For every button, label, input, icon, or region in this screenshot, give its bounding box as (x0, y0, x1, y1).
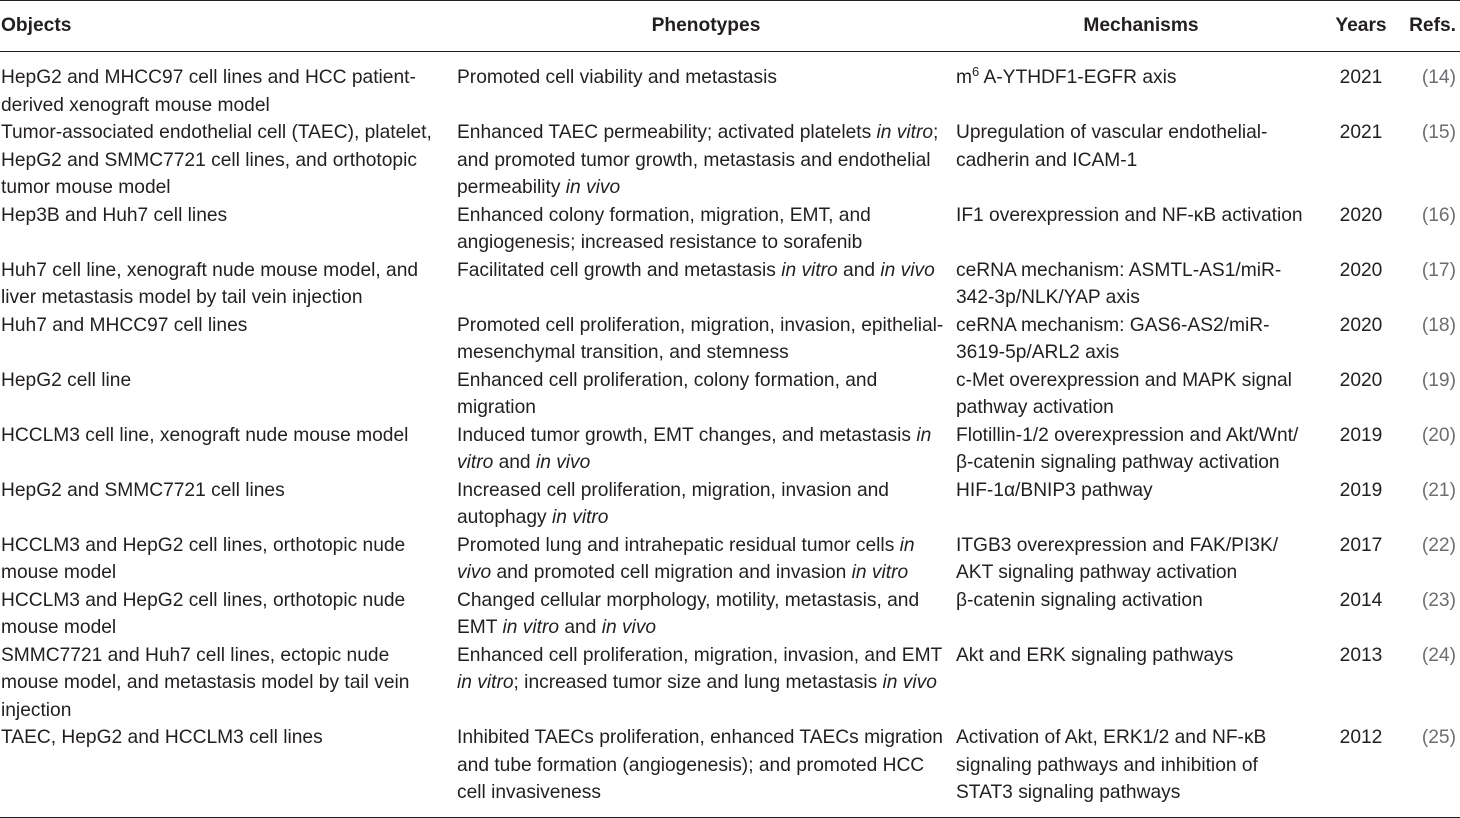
phenotypes-cell (456, 642, 956, 725)
header-row (0, 1, 1460, 52)
text-segment: and (837, 259, 881, 281)
text-segment: c-Met overexpression and MAPK signal pathway activation (956, 369, 1292, 418)
ref-cell: (25) (1396, 724, 1460, 817)
ref-cell: (17) (1421, 259, 1456, 281)
text-segment: and promoted cell migration and invasion (491, 562, 852, 583)
ref-cell: (23) (1421, 589, 1456, 611)
table-row (0, 724, 1460, 817)
table-row (0, 119, 1460, 202)
italic-text: in vitro (457, 424, 932, 473)
objects-cell: HepG2 cell line (1, 369, 132, 391)
phenotypes-cell (456, 422, 956, 477)
year-cell: 2014 (1339, 589, 1383, 611)
text-segment: m (956, 67, 972, 88)
table-row (0, 312, 1460, 367)
text-segment: Inhibited TAECs proliferation, enhanced TAECs migration and tube formation (angiogenesis); and promoted HCC cell invasiveness (457, 727, 943, 803)
ref-cell: (22) (1421, 534, 1456, 556)
year-cell: 2019 (1339, 424, 1383, 446)
table-row (0, 587, 1460, 642)
header-refs: Refs. (1396, 1, 1460, 52)
mechanisms-cell (956, 367, 1326, 422)
ref-cell: (24) (1421, 644, 1456, 666)
mechanisms-cell (956, 587, 1326, 642)
phenotypes-cell (456, 312, 956, 367)
phenotypes-cell (456, 367, 956, 422)
objects-cell: HepG2 and MHCC97 cell lines and HCC patient-derived xenograft mouse model (1, 67, 416, 116)
phenotypes-cell (456, 52, 956, 120)
objects-cell: HCCLM3 cell line, xenograft nude mouse model (1, 424, 409, 446)
text-segment: ITGB3 overexpression and FAK/PI3K/ AKT signaling pathway activation (956, 534, 1279, 583)
table-row (0, 202, 1460, 257)
italic-text: in vitro (851, 562, 909, 583)
mechanisms-cell (956, 202, 1326, 257)
italic-text: in vivo (565, 177, 621, 198)
italic-text: in vitro (457, 672, 514, 693)
text-segment: Increased cell proliferation, migration, invasion and autophagy (457, 479, 889, 528)
objects-cell: Huh7 and MHCC97 cell lines (1, 314, 248, 336)
objects-cell: Tumor-associated endothelial cell (TAEC), platelet, HepG2 and SMMC7721 cell lines, and orthotopic tumor mouse model (1, 122, 432, 198)
table-row (0, 257, 1460, 312)
table-row (0, 422, 1460, 477)
text-segment: A-YTHDF1-EGFR axis (979, 67, 1177, 88)
text-segment: ceRNA mechanism: GAS6-AS2/miR-3619-5p/ARL2 axis (956, 314, 1270, 363)
italic-text: in vivo (880, 259, 935, 281)
text-segment: Promoted lung and intrahepatic residual tumor cells (457, 534, 900, 556)
year-cell: 2020 (1339, 314, 1383, 336)
year-cell: 2020 (1339, 369, 1383, 391)
ref-cell: (20) (1421, 424, 1456, 446)
header-phenotypes: Phenotypes (456, 1, 956, 52)
mechanisms-cell (956, 724, 1326, 817)
ref-cell: (15) (1421, 122, 1456, 143)
objects-cell: TAEC, HepG2 and HCCLM3 cell lines (0, 724, 456, 817)
text-segment: Enhanced colony formation, migration, EMT, and angiogenesis; increased resistance to sorafenib (457, 204, 871, 253)
year-cell: 2013 (1339, 644, 1383, 666)
year-cell: 2012 (1326, 724, 1396, 817)
text-segment: Flotillin-1/2 overexpression and Akt/Wnt/ β-catenin signaling pathway activation (956, 424, 1299, 473)
year-cell: 2021 (1339, 122, 1383, 143)
objects-cell: HCCLM3 and HepG2 cell lines, orthotopic nude mouse model (1, 534, 406, 583)
year-cell: 2021 (1339, 67, 1383, 88)
header-years: Years (1326, 1, 1396, 52)
year-cell: 2017 (1339, 534, 1383, 556)
objects-cell: SMMC7721 and Huh7 cell lines, ectopic nude mouse model, and metastasis model by tail vein injection (1, 644, 410, 721)
phenotypes-cell (456, 724, 956, 817)
phenotypes-cell (456, 119, 956, 202)
italic-text: in vivo (535, 452, 591, 473)
text-segment: ; and promoted tumor growth, metastasis and endothelial permeability (457, 122, 939, 198)
text-segment: Facilitated cell growth and metastasis (457, 259, 782, 281)
superscript-text: 6 (971, 64, 980, 79)
phenotypes-cell (456, 257, 956, 312)
italic-text: in vitro (781, 259, 838, 281)
italic-text: in vitro (551, 507, 609, 528)
table-body (0, 52, 1460, 818)
table-row (0, 367, 1460, 422)
italic-text: in vivo (882, 672, 937, 693)
table-row (0, 52, 1460, 120)
mechanisms-cell (956, 642, 1326, 725)
text-segment: Enhanced cell proliferation, colony formation, and migration (457, 369, 878, 418)
objects-cell: HCCLM3 and HepG2 cell lines, orthotopic nude mouse model (1, 589, 406, 638)
text-segment: Activation of Akt, ERK1/2 and NF-κB signaling pathways and inhibition of STAT3 signaling pathways (956, 727, 1267, 803)
table-row (0, 532, 1460, 587)
text-segment: Changed cellular morphology, motility, metastasis, and EMT (457, 589, 920, 638)
table-header (0, 1, 1460, 52)
text-segment: Promoted cell viability and metastasis (457, 67, 777, 88)
ref-cell: (14) (1421, 67, 1456, 88)
table-row (0, 477, 1460, 532)
italic-text: in vivo (601, 617, 657, 638)
text-segment: Upregulation of vascular endothelial-cadherin and ICAM-1 (956, 122, 1268, 171)
text-segment: Promoted cell proliferation, migration, invasion, epithelial-mesenchymal transition, and stemness (457, 314, 944, 363)
table-row (0, 642, 1460, 725)
objects-cell: HepG2 and SMMC7721 cell lines (1, 479, 285, 501)
text-segment: and (559, 617, 602, 638)
header-mechanisms: Mechanisms (956, 1, 1326, 52)
phenotypes-cell (456, 202, 956, 257)
italic-text: in vitro (502, 617, 560, 638)
text-segment: Enhanced TAEC permeability; activated platelets (457, 122, 877, 143)
text-segment: and (493, 452, 536, 473)
italic-text: in vitro (876, 122, 934, 143)
objects-cell: Hep3B and Huh7 cell lines (1, 204, 228, 226)
header-objects: Objects (0, 1, 456, 52)
phenotypes-cell (456, 587, 956, 642)
mechanisms-cell (956, 52, 1326, 120)
ref-cell: (21) (1421, 479, 1456, 501)
ref-cell: (16) (1421, 204, 1456, 226)
italic-text: in vivo (457, 534, 915, 583)
text-segment: ceRNA mechanism: ASMTL-AS1/miR-342-3p/NLK/YAP axis (956, 259, 1282, 308)
year-cell: 2020 (1339, 259, 1383, 281)
mechanisms-cell (956, 422, 1326, 477)
mechanisms-cell (956, 477, 1326, 532)
mechanisms-cell (956, 532, 1326, 587)
text-segment: HIF-1α/BNIP3 pathway (956, 479, 1153, 501)
objects-cell: Huh7 cell line, xenograft nude mouse model, and liver metastasis model by tail vein injection (1, 259, 419, 308)
mechanisms-cell (956, 312, 1326, 367)
mechanisms-cell (956, 257, 1326, 312)
text-segment: Akt and ERK signaling pathways (956, 644, 1234, 666)
text-segment: ; increased tumor size and lung metastasis (513, 672, 883, 693)
text-segment: Enhanced cell proliferation, migration, invasion, and EMT (457, 644, 942, 666)
year-cell: 2019 (1339, 479, 1383, 501)
ref-cell: (19) (1421, 369, 1456, 391)
text-segment: β-catenin signaling activation (956, 589, 1203, 611)
text-segment: IF1 overexpression and NF-κB activation (956, 204, 1303, 226)
phenotypes-cell (456, 532, 956, 587)
year-cell: 2020 (1339, 204, 1383, 226)
phenotypes-cell (456, 477, 956, 532)
ref-cell: (18) (1421, 314, 1456, 336)
text-segment: Induced tumor growth, EMT changes, and metastasis (457, 424, 917, 446)
mechanisms-cell (956, 119, 1326, 202)
